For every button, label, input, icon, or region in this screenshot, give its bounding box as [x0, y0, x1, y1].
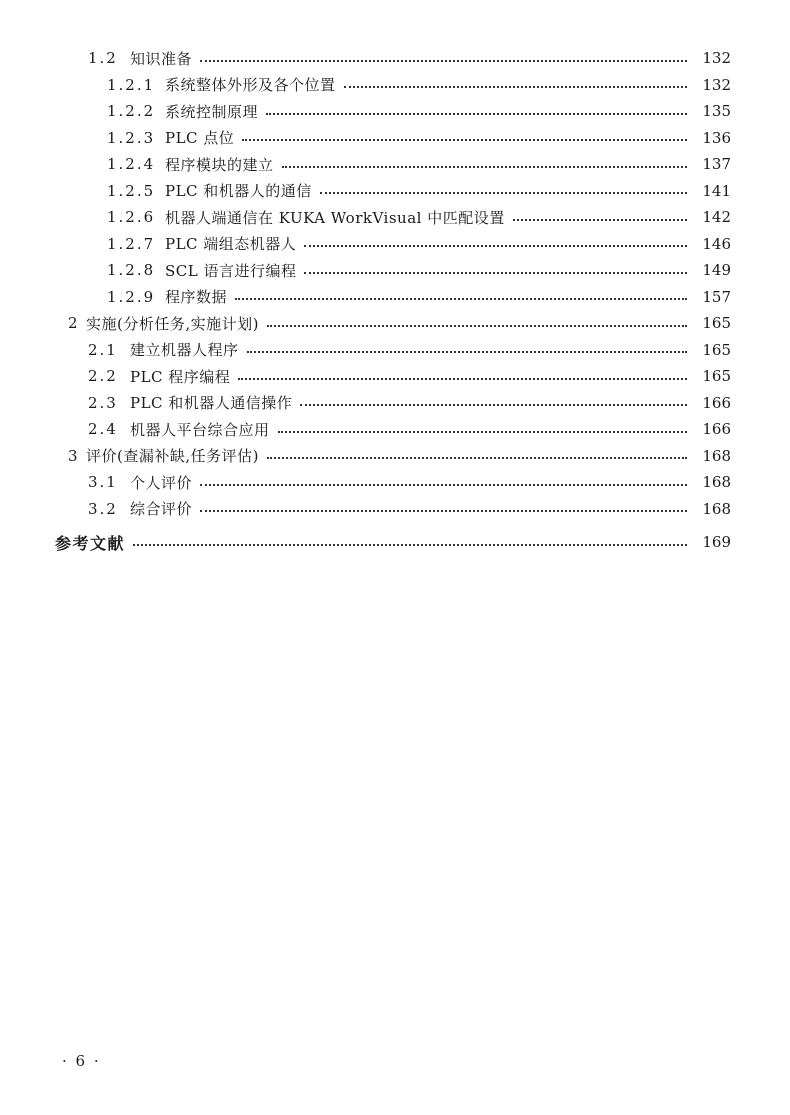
toc-entry[interactable] [0, 363, 790, 390]
dot-leader [200, 59, 687, 62]
toc-entry-page: 136 [702, 128, 731, 147]
toc-entry[interactable] [0, 390, 790, 417]
toc-entry-page: 168 [702, 473, 731, 492]
dot-leader [278, 430, 687, 433]
dot-leader [242, 138, 687, 141]
toc-entry[interactable] [0, 204, 790, 231]
toc-entry-page: 166 [702, 420, 731, 439]
toc-entry[interactable] [0, 178, 790, 205]
toc-entry-title: 评价(查漏补缺,任务评估) [86, 447, 259, 466]
toc-entry-number: 3.1 [88, 473, 118, 492]
dot-leader [304, 244, 687, 247]
toc-entry[interactable] [0, 257, 790, 284]
dot-leader [267, 324, 687, 327]
toc-entry-title: PLC 点位 [165, 129, 235, 148]
dot-leader [304, 271, 687, 274]
toc-entry-page: 142 [702, 208, 731, 227]
toc-entry-number: 1.2.3 [107, 128, 156, 147]
toc-entry[interactable] [0, 98, 790, 125]
toc-entry-number: 1.2.6 [107, 208, 156, 227]
toc-entry-page: 157 [702, 287, 731, 306]
toc-entry-title: 综合评价 [130, 500, 193, 519]
toc-entry[interactable] [0, 522, 790, 556]
dot-leader [320, 191, 687, 194]
toc-entry[interactable] [0, 443, 790, 470]
toc-entry-title: 参考文献 [55, 533, 126, 553]
toc-entry-page: 135 [702, 102, 731, 121]
dot-leader [344, 85, 687, 88]
toc-entry-number: 2.1 [88, 340, 118, 359]
toc-entry[interactable] [0, 125, 790, 152]
toc-entry-number: 1.2.2 [107, 102, 156, 121]
dot-leader [267, 456, 687, 459]
toc-entry-number: 2.3 [88, 393, 118, 412]
toc-entry-title: 程序模块的建立 [165, 155, 274, 174]
toc-entry-page: 168 [702, 499, 731, 518]
toc-entry[interactable] [0, 469, 790, 496]
dot-leader [238, 377, 687, 380]
toc-entry-number: 1.2.5 [107, 181, 156, 200]
toc-entry-number: 2.2 [88, 367, 118, 386]
toc-entry-page: 165 [702, 340, 731, 359]
dot-leader [200, 483, 687, 486]
toc-entry-page: 132 [702, 49, 731, 68]
toc-entry-title: 机器人端通信在 KUKA WorkVisual 中匹配设置 [165, 208, 505, 227]
toc-entry-number: 1.2 [88, 49, 118, 68]
table-of-contents [0, 45, 790, 556]
toc-entry[interactable] [0, 337, 790, 364]
dot-leader [200, 509, 687, 512]
toc-entry-page: 166 [702, 393, 731, 412]
dot-leader [513, 218, 687, 221]
toc-entry-title: 知识准备 [130, 49, 193, 68]
toc-entry-number: 1.2.4 [107, 155, 156, 174]
toc-entry-page: 137 [702, 155, 731, 174]
toc-entry-number: 1.2.1 [107, 75, 156, 94]
toc-entry-title: SCL 语言进行编程 [165, 261, 297, 280]
toc-entry-title: 程序数据 [165, 288, 228, 307]
dot-leader [266, 112, 687, 115]
toc-entry-number: 1.2.8 [107, 261, 156, 280]
toc-entry-page: 141 [702, 181, 731, 200]
toc-entry[interactable] [0, 231, 790, 258]
toc-entry-title: 系统控制原理 [165, 102, 259, 121]
toc-entry[interactable] [0, 496, 790, 523]
toc-entry-title: PLC 端组态机器人 [165, 235, 297, 254]
toc-entry-page: 165 [702, 367, 731, 386]
dot-leader [133, 543, 687, 546]
dot-leader [300, 403, 687, 406]
toc-entry[interactable] [0, 45, 790, 72]
toc-entry-title: 个人评价 [130, 473, 193, 492]
toc-entry-page: 146 [702, 234, 731, 253]
toc-entry[interactable] [0, 284, 790, 311]
toc-entry-page: 168 [702, 446, 731, 465]
toc-entry-title: PLC 程序编程 [130, 367, 231, 386]
toc-entry[interactable] [0, 72, 790, 99]
toc-entry-title: 实施(分析任务,实施计划) [86, 314, 259, 333]
toc-entry-number: 2.4 [88, 420, 118, 439]
toc-entry-number: 3.2 [88, 499, 118, 518]
toc-entry-page: 149 [702, 261, 731, 280]
toc-entry-page: 132 [702, 75, 731, 94]
page-number: · 6 · [62, 1052, 101, 1070]
dot-leader [247, 350, 687, 353]
toc-entry-title: 机器人平台综合应用 [130, 420, 270, 439]
toc-entry-title: PLC 和机器人通信操作 [130, 394, 293, 413]
toc-entry-number: 2 [68, 314, 80, 333]
dot-leader [282, 165, 687, 168]
toc-entry[interactable] [0, 310, 790, 337]
toc-entry-page: 169 [702, 533, 731, 551]
toc-entry-title: PLC 和机器人的通信 [165, 182, 312, 201]
toc-entry-number: 1.2.7 [107, 234, 156, 253]
toc-entry-number: 3 [68, 446, 80, 465]
toc-entry-title: 建立机器人程序 [130, 341, 239, 360]
toc-entry-title: 系统整体外形及各个位置 [165, 76, 336, 95]
toc-entry[interactable] [0, 416, 790, 443]
toc-entry[interactable] [0, 151, 790, 178]
dot-leader [235, 297, 687, 300]
toc-entry-number: 1.2.9 [107, 287, 156, 306]
toc-entry-page: 165 [702, 314, 731, 333]
